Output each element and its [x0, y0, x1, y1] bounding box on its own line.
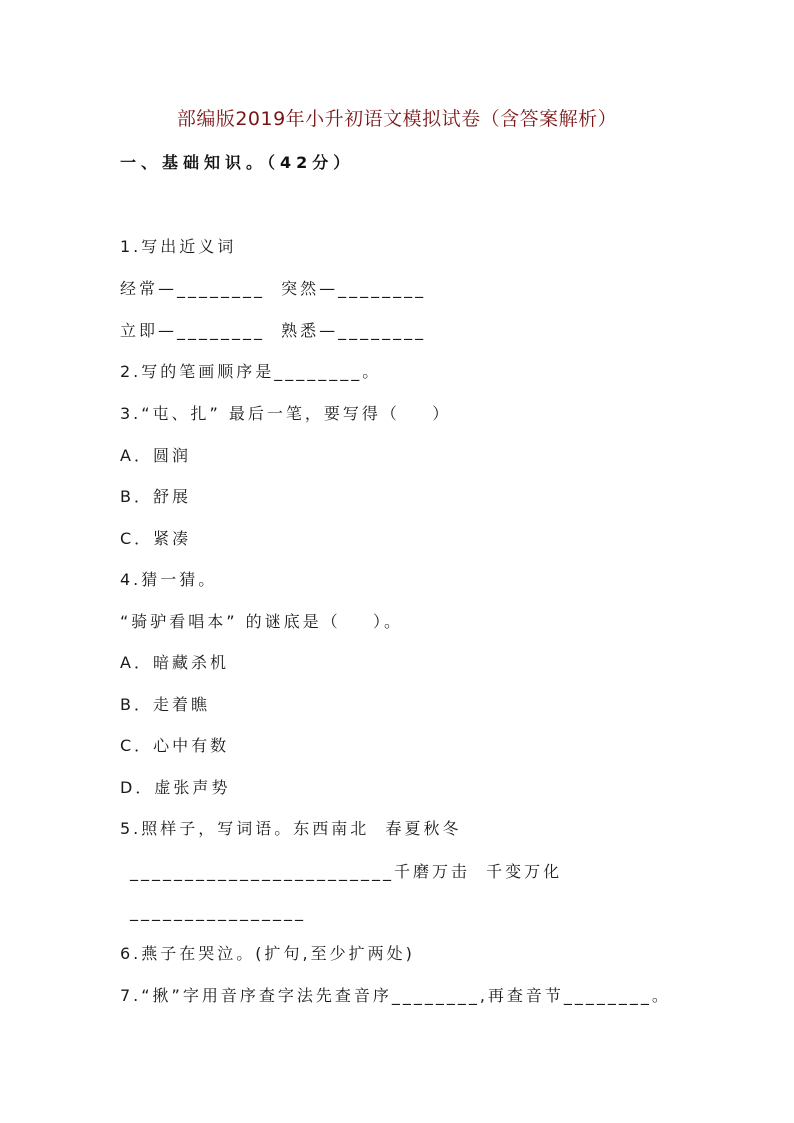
section-heading: 一、基础知识。（42分） — [120, 153, 355, 172]
q5-line-1: ________________________千磨万击 千变万化 — [130, 862, 563, 881]
question-1: 1.写出近义词 — [120, 237, 237, 256]
document-title: 部编版2019年小升初语文模拟试卷（含答案解析） — [176, 108, 618, 130]
question-6: 6.燕子在哭泣。(扩句,至少扩两处) — [120, 944, 415, 963]
q4-option-c: C．心中有数 — [120, 736, 230, 755]
q4-prompt: “骑驴看唱本” 的谜底是（ ）。 — [120, 612, 404, 631]
q5-line-2: ________________ — [130, 902, 306, 921]
q4-option-a: A．暗藏杀机 — [120, 653, 229, 672]
question-3: 3.“屯、扎” 最后一笔，要写得（ ） — [120, 404, 452, 423]
q3-option-c: C．紧凑 — [120, 529, 192, 548]
q3-option-b: B．舒展 — [120, 487, 191, 506]
question-2: 2.写的笔画顺序是________。 — [120, 362, 382, 381]
q1-line-2: 立即—________ 熟悉—________ — [120, 321, 427, 340]
q4-option-b: B．走着瞧 — [120, 695, 210, 714]
question-4: 4.猜一猜。 — [120, 570, 218, 589]
question-7: 7.“揪”字用音序查字法先查音序________,再查音节________。 — [120, 986, 671, 1005]
question-5: 5.照样子，写词语。东西南北 春夏秋冬 — [120, 819, 462, 838]
q4-option-d: D．虚张声势 — [120, 778, 231, 797]
q3-option-a: A．圆润 — [120, 446, 191, 465]
q1-line-1: 经常—________ 突然—________ — [120, 279, 427, 298]
